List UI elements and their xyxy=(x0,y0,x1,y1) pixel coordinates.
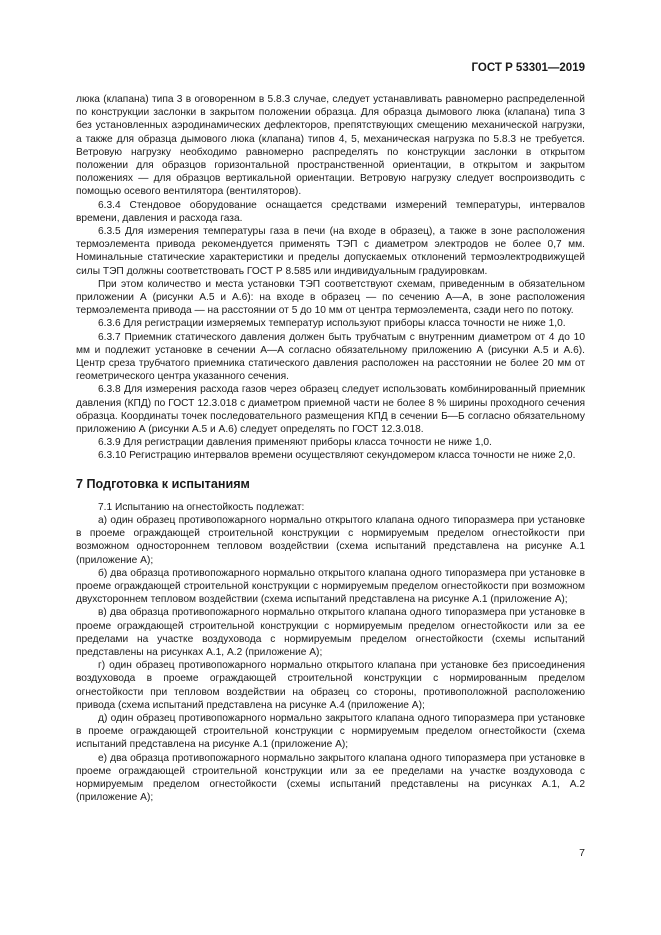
paragraph-p-71e: е) два образца противопожарного нормально закрытого клапана одного типоразмера при установке в проеме ограждающей строительной конструкции или за ее пределами на участке воздуховода с нормируемым пределом огнестойкости (схемы испытаний представлены на рисунках А.1, А.2 (приложение А); xyxy=(76,752,585,804)
paragraph-p-635b: При этом количество и места установки ТЭП соответствуют схемам, приведенным в обязательном приложении А (рисунки А.5 и А.6): на входе в образец — по сечению А—А, в зоне расположения термоэлемента привода — на расстоянии от 5 до 10 мм от центра термоэлемента, сзади него по потоку. xyxy=(76,278,585,317)
paragraph-p-71: 7.1 Испытанию на огнестойкость подлежат: xyxy=(98,501,305,513)
paragraph-p-71b: б) два образца противопожарного нормально открытого клапана одного типоразмера при установке в проеме ограждающей строительной конструкции с нормируемым пределом огнестойкости при возможном двухстороннем тепловом воздействии (схема испытаний представлена на рисунке А.1 (приложение А); xyxy=(76,567,585,606)
paragraph-p-cont: люка (клапана) типа 3 в оговоренном в 5.8.3 случае, следует устанавливать равномерно распределенной по конструкции заслонки в закрытом положении образца. Для образца дымового люка (клапана) типа 3 без установленных аэродинамических дефлекторов, препятствующих смещению механической нагрузки, а также для образца дымового люка (клапана) типов 4, 5, механическая нагрузка по 5.8.3 не требуется. Ветровую нагрузку необходимо равномерно распределять по конструкции заслонки в открытом положении для образцов горизонтальной пространственной ориентации, в открытом и закрытом положениях — для образцов вертикальной ориентации. Ветровую нагрузку следует воспроизводить с помощью осевого вентилятора (вентиляторов). xyxy=(76,94,585,198)
paragraph-p-635: 6.3.5 Для измерения температуры газа в печи (на входе в образец), а также в зоне расположения термоэлемента привода рекомендуется применять ТЭП с диаметром электродов не более 0,7 мм. Номинальные статические характеристики и пределы допускаемых отклонений термоэлектродвижущей силы ТЭП должны соответствовать ГОСТ Р 8.585 или индивидуальным градуировкам. xyxy=(76,226,585,277)
document-body xyxy=(76,93,585,804)
paragraph-p-6310: 6.3.10 Регистрацию интервалов времени осуществляют секундомером класса точности не ниже 2,0. xyxy=(98,450,576,462)
page-number: 7 xyxy=(579,847,585,859)
paragraph-p-638: 6.3.8 Для измерения расхода газов через образец следует использовать комбинированный приемник давления (КПД) по ГОСТ 12.3.018 с диаметром приемной части не более 8 % ширины проходного сечения образца. Координаты точек последовательного размещения КПД в сечении Б—Б согласно обязательному приложению А (рисунки А.5 и А.6) следует определять по ГОСТ 12.3.018. xyxy=(76,384,585,436)
paragraph-p-71v: в) два образца противопожарного нормально открытого клапана одного типоразмера при установке в проеме ограждающей строительной конструкции с нормируемым пределом огнестойкости или за ее пределами на участке воздуховода с нормируемым пределом огнестойкости (схемы испытаний представлены на рисунках А.1, А.2 (приложение А); xyxy=(76,607,585,658)
paragraphs-bottom xyxy=(76,501,585,805)
section-title: 7 Подготовка к испытаниям xyxy=(76,476,250,491)
paragraph-p-639: 6.3.9 Для регистрации давления применяют приборы класса точности не ниже 1,0. xyxy=(98,437,492,449)
paragraph-p-71g: г) один образец противопожарного нормально открытого клапана при установке без присоединения воздуховода в проеме ограждающей строительной конструкции с нормированным пределом огнестойкости при тепловом воздействии на образец со стороны, противоположной расположению привода (схема испытаний представлена на рисунке А.4 (приложение А); xyxy=(76,660,585,711)
paragraph-p-71d: д) один образец противопожарного нормально закрытого клапана одного типоразмера при установке в проеме ограждающей строительной конструкции с нормируемым пределом огнестойкости (схема испытаний представлена на рисунке А.1 (приложение А); xyxy=(76,712,585,751)
paragraph-p-71a: а) один образец противопожарного нормально открытого клапана одного типоразмера при установке в проеме ограждающей строительной конструкции с нормируемым пределом огнестойкости при возможном одностороннем тепловом воздействии (схема испытаний представлена на рисунке А.1 (приложение А); xyxy=(76,514,585,566)
paragraph-p-637: 6.3.7 Приемник статического давления должен быть трубчатым с внутренним диаметром от 4 до 10 мм и подлежит установке в сечении А—А согласно обязательному приложению А (рисунки А.5 и А.6). Центр среза трубчатого приемника статического давления расположен на расстоянии не более 20 мм от геометрического центра указанного сечения. xyxy=(76,331,585,383)
paragraphs-top xyxy=(76,93,585,463)
paragraph-p-634: 6.3.4 Стендовое оборудование оснащается средствами измерений температуры, интервалов времени, давления и расхода газа. xyxy=(76,199,585,224)
paragraph-p-636: 6.3.6 Для регистрации измеряемых температур используют приборы класса точности не ниже 1,0. xyxy=(98,318,566,330)
document-header: ГОСТ Р 53301—2019 xyxy=(471,62,585,74)
